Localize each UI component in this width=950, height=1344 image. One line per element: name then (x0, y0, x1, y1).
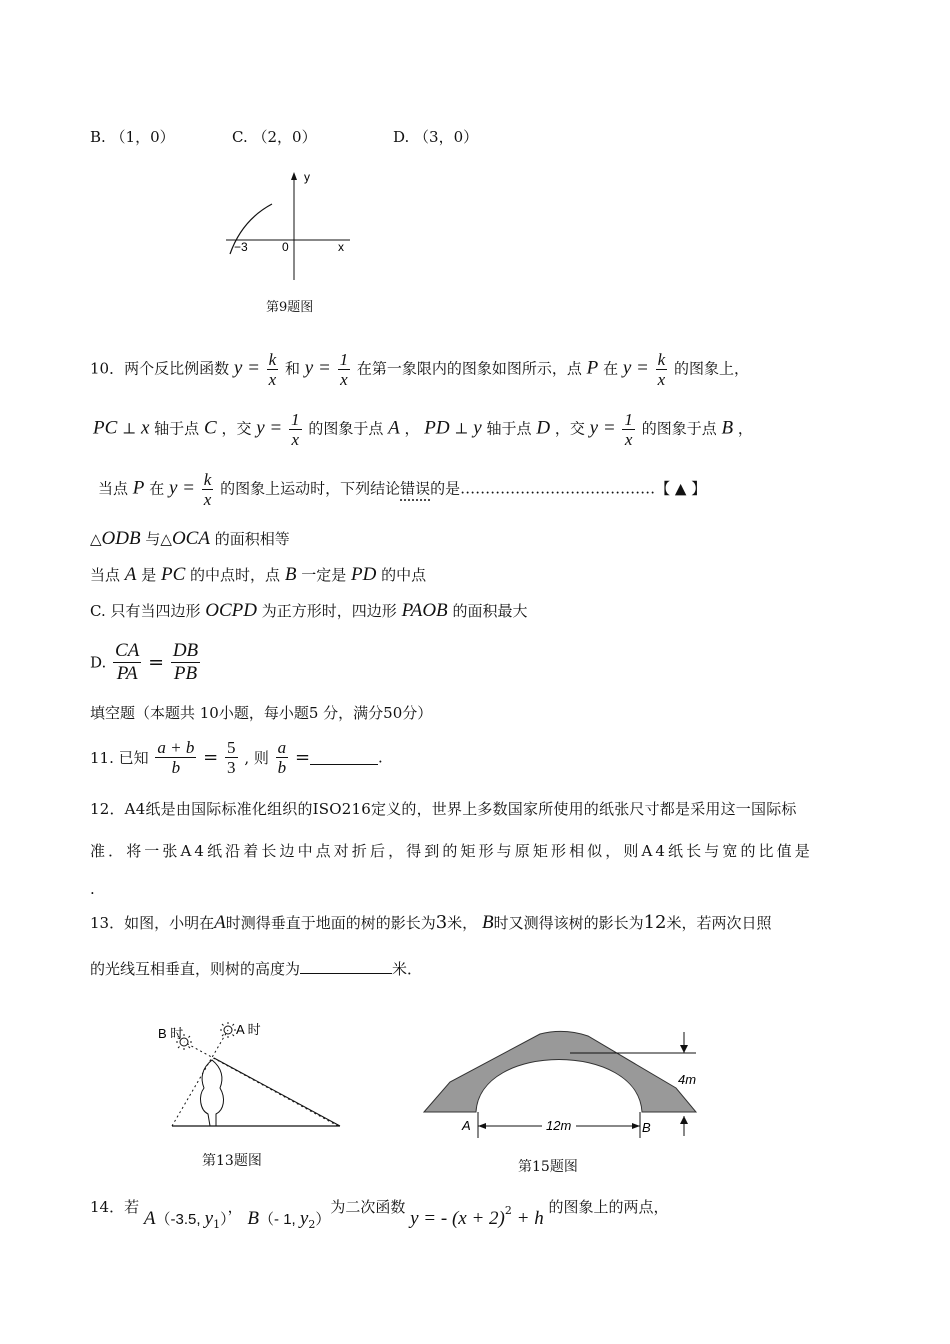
text: 的光线互相垂直，则树的高度为 (90, 960, 301, 978)
q15-caption: 第15题图 (518, 1159, 578, 1175)
text: 轴于点 (154, 419, 200, 438)
var-y: y (168, 477, 178, 499)
shadow-line (214, 1058, 340, 1126)
text: 的中点时，点 (190, 566, 281, 584)
q9-option-b: B. （1，0） (90, 128, 175, 146)
text: 的图象上运动时，下列结论 (220, 479, 401, 498)
sub-2: 2 (308, 1218, 316, 1231)
frac-k-x (267, 350, 279, 389)
q9-origin: 0 (282, 240, 289, 254)
text: 10．两个反比例函数 (90, 359, 230, 378)
q12-line1: 12．A4纸是由国际标准化组织的ISO216定义的，世界上多数国家所使用的纸张尺寸都是采用这一国际标 (90, 800, 797, 818)
q9-x-label: x (338, 240, 344, 254)
den: x (291, 430, 300, 449)
var-pd: PD (351, 564, 377, 585)
arrow-up-icon (680, 1116, 688, 1124)
text: 米． (392, 960, 423, 978)
var-y: y (473, 417, 482, 439)
paren: ） (220, 1210, 228, 1228)
q9-caption: 第9题图 (266, 300, 314, 315)
text: 的中点 (381, 566, 427, 584)
var-p: P (586, 357, 599, 379)
eq: = (177, 477, 195, 499)
var-b: B (481, 912, 494, 933)
var-a: A (388, 417, 400, 439)
var-y: y (304, 357, 314, 379)
num: 1 (624, 410, 633, 429)
text: . (378, 748, 383, 767)
num: a (277, 738, 287, 757)
section-fill-in-blank: 填空题（本题共 10小题，每小题5 分，满分50分） (90, 704, 433, 722)
var-a: A (214, 912, 226, 933)
var-pd: PD (424, 417, 450, 439)
eq: = (313, 357, 331, 379)
text: , 则 (244, 749, 269, 767)
text: 在 (603, 359, 619, 378)
frac-1-x (622, 410, 635, 449)
den: x (657, 370, 666, 389)
text: 和 (285, 359, 301, 378)
frac-db-pb (171, 640, 200, 685)
den: b (277, 758, 287, 777)
den: b (171, 758, 181, 777)
var-ocpd: OCPD (205, 600, 257, 621)
var-d: D (536, 417, 551, 439)
q10-option-d (90, 640, 202, 685)
q11 (90, 738, 383, 777)
text: 11. 已知 (90, 749, 149, 767)
frac-1-x (289, 410, 302, 449)
paren: ） (315, 1210, 331, 1228)
den: PA (116, 663, 138, 684)
eq: = (598, 417, 616, 439)
frac-a-plus-b-over-b (155, 738, 196, 777)
num: DB (172, 640, 199, 661)
var-y: y (622, 357, 632, 379)
q9-option-d: D. （3，0） (393, 128, 479, 146)
answer-blank[interactable] (310, 750, 378, 765)
eq: = (148, 651, 165, 674)
arrow-right-icon (632, 1123, 640, 1129)
text: 一定是 (301, 566, 347, 584)
text: 轴于点 (486, 419, 532, 438)
text: 14．若 (90, 1198, 140, 1216)
den: x (203, 490, 212, 509)
text: ， (737, 419, 753, 438)
eq: = (242, 357, 260, 379)
text: C. 只有当四边形 (90, 602, 201, 620)
exp-2: 2 (504, 1204, 512, 1217)
var-x: x (140, 417, 150, 439)
text: 与△ (145, 530, 172, 548)
var-pc: PC (160, 564, 186, 585)
den: x (340, 370, 348, 389)
text: ，交 (554, 419, 585, 438)
q14 (90, 1196, 669, 1231)
eq: = (631, 357, 649, 379)
text: 当点 (90, 566, 121, 584)
text: 的图象于点 (641, 419, 717, 438)
q12-line3: . (90, 880, 95, 898)
text: 的是…………………………………【 ▲ 】 (430, 479, 707, 498)
q13-figure (150, 1018, 350, 1130)
text: 在 (149, 479, 165, 498)
q9-tick-neg3: −3 (234, 240, 248, 254)
q9-y-arrow (291, 172, 297, 180)
var-a: A (143, 1208, 156, 1229)
var-y2: y (299, 1208, 309, 1229)
num: k (657, 350, 666, 369)
answer-blank[interactable] (300, 959, 392, 974)
label-a-time: A 时 (236, 1022, 261, 1037)
text: 时测得垂直于地面的树的影长为 (225, 914, 436, 932)
num: 5 (227, 738, 236, 757)
text: 的图象于点 (308, 419, 384, 438)
var-b: B (247, 1208, 260, 1229)
bridge-arch (424, 1031, 696, 1112)
frac-k-x (202, 470, 214, 509)
label-b-time: B 时 (158, 1026, 184, 1041)
den: 3 (227, 758, 236, 777)
var-b: B (721, 417, 734, 439)
perp: ⊥ (122, 419, 137, 438)
label-b: B (642, 1120, 651, 1135)
a-coord: （-3.5, (155, 1211, 205, 1228)
frac-ca-pa (113, 640, 141, 685)
var-y: y (256, 417, 265, 439)
value-3: 3 (435, 912, 448, 933)
q9-figure (220, 168, 360, 286)
q10-line1 (90, 350, 749, 389)
text: 米， (447, 914, 478, 932)
var-odb: ODB (101, 528, 141, 549)
frac-5-3 (225, 738, 238, 777)
q10-line3 (98, 470, 706, 509)
den: x (624, 430, 633, 449)
label: D. (90, 653, 107, 672)
text: 的图象上的两点， (548, 1198, 669, 1216)
q13-line1 (90, 912, 772, 934)
q13-line2 (90, 958, 422, 979)
text: ，交 (221, 419, 252, 438)
text: 为二次函数 (330, 1198, 406, 1216)
q10-option-b (90, 564, 426, 586)
text: 为正方形时，四边形 (261, 602, 397, 620)
func: y = - (x + 2) (410, 1208, 505, 1229)
text: ， (404, 419, 420, 438)
num: a + b (157, 738, 195, 757)
num: k (268, 350, 277, 369)
den: x (268, 370, 277, 389)
var-y1: y (204, 1208, 214, 1229)
eq: = (294, 747, 311, 768)
q12-line2: 准．将一张A4纸沿着长边中点对折后，得到的矩形与原矩形相似，则A4纸长与宽的比值是 (90, 842, 813, 860)
text: 是 (141, 566, 157, 584)
text: 当点 (98, 479, 129, 498)
plus-h: + h (511, 1208, 544, 1229)
num: 1 (291, 410, 300, 429)
label-span: 12m (546, 1118, 572, 1133)
q9-y-label: y (304, 170, 310, 184)
q9-option-c: C. （2，0） (232, 128, 317, 146)
var-y: y (589, 417, 599, 439)
eq: = (203, 747, 219, 768)
var-p: P (132, 477, 145, 499)
var-a: A (124, 564, 137, 585)
text: 13．如图，小明在 (90, 914, 215, 932)
q13-caption: 第13题图 (202, 1153, 262, 1169)
var-c: C (203, 417, 217, 439)
label-a: A (462, 1118, 471, 1133)
eq: = (264, 417, 283, 439)
var-oca: OCA (171, 528, 210, 549)
q10-line2 (93, 410, 753, 449)
var-paob: PAOB (401, 600, 448, 621)
frac-a-b (276, 738, 289, 777)
arrow-down-icon (680, 1045, 688, 1053)
frac-k-x (656, 350, 668, 389)
arrow-left-icon (478, 1123, 486, 1129)
den: PB (173, 663, 198, 684)
text: 的面积相等 (214, 530, 290, 548)
text: 时又测得该树的影长为 (493, 914, 644, 932)
q10-option-c (90, 600, 527, 622)
sub-1: 1 (213, 1218, 221, 1231)
label-height: 4m (678, 1072, 697, 1087)
triangle: △ (90, 530, 102, 548)
value-12: 12 (643, 912, 667, 933)
q10-option-a (90, 528, 290, 550)
text: 的图象上， (673, 359, 749, 378)
perp: ⊥ (454, 419, 469, 438)
var-pc: PC (93, 417, 118, 439)
b-coord: （- 1, (259, 1211, 300, 1228)
tree-icon (201, 1060, 224, 1126)
text: 米，若两次日照 (666, 914, 772, 932)
text: 在第一象限内的图象如图所示，点 (356, 359, 582, 378)
var-y: y (233, 357, 243, 379)
num: 1 (339, 350, 349, 369)
comma: ， (227, 1198, 243, 1216)
num: CA (115, 640, 140, 661)
q15-figure (420, 1026, 710, 1142)
num: k (203, 470, 212, 489)
frac-1-x (338, 350, 351, 389)
emphasis-wrong: 错误 (400, 479, 431, 498)
text: 的面积最大 (452, 602, 528, 620)
var-b: B (284, 564, 297, 585)
